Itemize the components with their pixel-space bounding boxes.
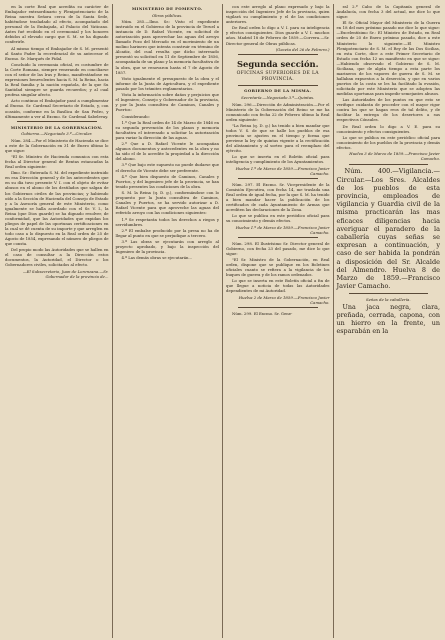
signature: Huelva 1.º de Marzo de 1859.—Francisco Javier Camacho. xyxy=(235,224,330,235)
column-3 xyxy=(222,4,330,638)
notice-body xyxy=(337,303,441,335)
paragraph: Vista la información sobre daños y perjuicios que el Ingeniero, Consejo y Gobernador de la provincia, y por la Junta consultiva de Caminos, Canales y Puertos: xyxy=(115,92,219,113)
paragraph: ral 2.º Cabo de la Capitanía general de Andalucía, con fecha 3 del actual, me dice lo que sigue: xyxy=(336,4,440,20)
paragraph: Lo que se publica en este periódico oficial para conocimiento de los pueblos de la provincia y demás efectos. xyxy=(336,134,440,151)
signature: —El Subsecretario, Juan de Lorenzana.—Sr. Gobernador de la provincia de... xyxy=(22,268,109,279)
section-subheading: Gobierno.—Negociado 3.º—Circular. xyxy=(21,131,93,137)
paragraph: 4.º Que bien dispuesto de Caminos, Canales y Puertos, y del Ingeniero jefe de la provincia, se han tenido presentes las condiciones de la obra. xyxy=(115,173,219,189)
column-1 xyxy=(5,4,109,638)
signature: Huelva 2 de Marzo de 1859.—Francisco Javier Camacho. xyxy=(238,294,330,305)
paragraph: "El Sr. Ministro de la Gobernación, en Real orden, dispone que se publique en los Boletines oficiales cuanto se refiera a la vigilancia de los buques de guerra y de los ramos ordenados. xyxy=(226,256,330,278)
paragraph: 2.º Que a D. Rafael Vicente le acompañan algunos documentos y antecedentes en la obra y no ha sido el de lo acredite la propiedad a la dirección del abono. xyxy=(115,141,219,162)
paragraph: Núm. 285.—Ilmo. Sr.: Visto el expediente instruido en el Gobierno de la provincia de Teruel a instancia de D. Rafael Vicente, en solicitud de autorización para aprovechar las aguas del arroyo llamado Pozo del Mercado en el movimiento de un molino harinero que intenta construir en término de Alcañiz, del cual resulta que dicho interesado presentó su solicitud en 11 de Septiembre de 1856, acompañada de un plano y la memoria facultativa de la obra, que se renovaron hasta el 7 de Agosto de 1857. xyxy=(115,19,219,75)
paragraph: Núm. 400.—Vigilancia.—Circular.—Los Sres. Alcaldes de los pueblos de esta provincia, empleados de vigilancia y Guardia civil de la misma practicarán las mas eficaces diligencias hacia averiguar el paradero de la caballería cuyas señas se expresan a continuación, y caso de ser habida la pondrán a disposición del Sr. Alcalde del Almendro. Huelva 8 de Marzo de 1859.—Francisco Javier Camacho. xyxy=(336,167,440,291)
paragraph: "La Reina (q. D. g.) ha tenido a bien mandar que todos V. S. de que se halle los pueblos de esa provincia se ajusten en el tiempo y forma que previene la ley de quintas vigente a la rectificación del alistamiento y al sorteo para el reemplazo del ejército. xyxy=(226,122,330,154)
divider xyxy=(349,293,429,294)
signature: Huelva 3 de Marzo de 1859.—Francisco Javier Camacho. xyxy=(349,151,440,162)
paragraph: Lo que se publica en este periódico oficial para su conocimiento y demás efectos. xyxy=(226,213,330,224)
paragraph: Al mismo tiempo el Embajador de S. M. presentó al Santo Padre la recredencial de su antecesor el Excmo. Sr. Marqués de Pidal. xyxy=(5,45,109,61)
paragraph: 1.º Que la Real orden de 14 de Marzo de 1846 en su segunda prevención de los planos y memoria facultativa el interesado a solicitar la autorización para variar la dirección de las aguas. xyxy=(115,119,219,140)
section-title: Segunda sección. xyxy=(236,59,319,70)
divider xyxy=(238,237,318,238)
paragraph: Del propio modo las Autoridades que se hallen en el caso de consultar a la Dirección estos documentos, la Autoridad, el Director o los Gobernadores civiles, solicitados al efecto. xyxy=(5,247,109,268)
divider xyxy=(349,164,429,165)
paragraph: Ilmo. Sr.: Enterada S. M. del expediente instruido en esa Dirección general y de los antecedentes que en su día tuvo presente V. I. con el objeto de evitar abusos en el abono de los destilados que salgan de los Gobiernos civiles de las provincias; y habiendo oído a la Sección de Hacienda del Consejo de Estado y a la Asesoría general de este Ministerio, como igualmente se halla acordado con el Sr. V. I., la Reina (que Dios guarde) se ha dignado resolver, de conformidad, que las Autoridades que expidan los pliegos de papel de las oportunas certificaciones en la cual se dé cuenta de su importe y que arreglen en todo caso a lo dispuesto en la Real orden de 25 de Agosto de 1854, expresando el número de pliegos de que consta. xyxy=(5,170,109,246)
source-note: (Gaceta del 26 de Febrero.) xyxy=(275,46,330,52)
paragraph: 4.ª Las demás obras se ejecutarán... xyxy=(121,255,193,261)
office-heading: GOBIERNO DE LA MISMA. xyxy=(244,88,312,94)
section-subtitle: OFICINAS SUPERIORES DE LA PROVINCIA. xyxy=(236,71,319,82)
paragraph: Núm. 299. El Excmo. Sr. Gene- xyxy=(232,310,293,316)
paragraph: Núm. 298. El Ilustrísimo Sr. Director general de Gobierno, con fecha 23 del pasado, me dice lo que sigue: xyxy=(226,240,330,256)
paragraph: Núm. 297. El Excmo. Sr. Vicepresidente de la Comisión Ejecutiva, con fecha 14, me traslada una Real orden de igual fecha, por la que S. M. ha tenido a bien mandar hacer la publicación de los certificados de cada Ayuntamiento de Armas que acrediten las declaraciones de la Zona. xyxy=(226,181,330,213)
paragraph: con este arreglo al plano expresado y bajo la inspección del Ingeniero Jefe de la provincia, quien vigilará su cumplimiento y el de las condiciones anteriores. xyxy=(226,4,330,25)
vigilance-circular xyxy=(337,167,441,290)
notice-title: Señas de la caballería. xyxy=(365,296,411,302)
divider xyxy=(17,121,97,122)
paragraph: El Sr. Oficial Mayor del Ministerio de la Guerra en 18 del mes próximo pasado me dice lo que sigue:—Excelentísimo Sr.: El Ministro de Estado, en Real orden de 25 de Enero próximo pasado, dice a este Ministerio lo siguiente:—El Ministro Plenipotenciario de S. M. el Rey de las Dos Sicilias, en esta Corte, dice a este Primer Secretario de Estado con fecha 12 un manifiesto en que se sigue:—Habiendo observado el Gobierno de S. M. Siciliana, que de algún tiempo a esta parte los marineros de los vapores de guerra de S. M. se hallaban expuestos a la deserción, y que en varios puertos de la costa se les ha facilitado la evasión, solicitado por este Ministerio que se adopten las medidas oportunas para impedir semejantes abusos. xyxy=(336,20,440,96)
column-4 xyxy=(333,4,441,638)
paragraph: Las Autoridades de los puntos en que esto se verifique cuidarán de proceder con el mayor rigor contra los que se hagan reos de tal delito, y de facilitar la entrega de los desertores a sus respectivos Cónsules. xyxy=(336,97,440,123)
ministry-heading: MINISTERIO DE FOMENTO. xyxy=(131,6,203,11)
paragraph: Concluido la ceremonia oficial, es costumbre de la Corte Romana, siempre venerando en conciliarse con el señor de las Iras y Reino, manifestándose en expresiones benevolentes hacia S. M. la Reina, hacia la Real familia y la nación española, de la que Su Santidad siempre se guarda recuerdos; y al cual profesa singular afecto. xyxy=(5,61,109,98)
ministry-heading: MINISTERIO DE LA GOBERNACION. xyxy=(10,124,103,130)
paragraph: Visto igualmente el presupuesto de la obra y el informe de la Junta de Agricultura, y el expediente pasado por los trámites reglamentarios. xyxy=(115,75,219,91)
paragraph: Acto continuo el Embajador pasó a cumplimentar al Excmo. Sr. Cardenal Secretario de Estado, y, con ocasión, conforme en la Basílica de San Pedro, y últimamente a ver al Excmo. Sr. Cardenal Sabelevay. xyxy=(5,98,109,119)
paragraph: Considerando: xyxy=(121,113,150,119)
paragraph: Núm. 284.—Por el Ministerio de Hacienda se dice a este de la Gobernación en 31 de Enero último lo que sigue: xyxy=(5,137,109,153)
divider xyxy=(238,85,318,86)
paragraph: 2.ª El embalse producido por la presa no ha de llegar al punto en que se perjudique a tercero. xyxy=(115,227,219,238)
paragraph: Núm. 296.—Dirección de Administración.—Por el Ministerio de la Gobernación del Reino se me ha comunicado con fecha 22 de Febrero último la Real orden siguiente: xyxy=(226,101,330,122)
divider xyxy=(238,307,318,308)
paragraph: 3.º Que bajo este supuesto no puede dudarse que el derecho de Vicente debe ser preferente. xyxy=(115,162,219,173)
section-subheading: Secretaría.—Negociado 3.º—Quintas. xyxy=(241,95,315,101)
paragraph: S. M. la Reina (q. D. g.), conformándose con lo propuesto por la Junta consultiva de Caminos, Canales y Puertos, se ha servido autorizar a D. Rafael Vicente para que aproveche las aguas del referido arroyo con las condiciones siguientes: xyxy=(115,190,219,216)
divider xyxy=(238,178,318,179)
paragraph: "El Sr. Ministro de Hacienda comunica con esta fecha al Director general de Rentas estancadas la Real orden siguiente: xyxy=(5,154,109,170)
paragraph: 1.ª Se respetarán todos los derechos a riegos y servidumbres. xyxy=(115,216,219,227)
signature: Huelva 1.º de Marzo de 1859.—Francisco Javier Camacho. xyxy=(235,165,330,176)
section-subheading: Obras públicas. xyxy=(152,12,183,18)
paragraph: Lo que se inserta en este Boletín oficial a fin de que llegue a noticia de todas las Autoridades dependientes de mi Autoridad. xyxy=(226,278,330,294)
paragraph: en la corte Real que acredita su carácter de Embajador extraordinario y Plenipotenciario de la Reina nuestra Señora cerca de la Santa Sede, habiéndose trasladado al efecto, acompañado del personal de la Embajada, al Palacio del Vaticano. Antes fué recibido en el ceremonial y los honores debidos al elevado cargo que S. M. se ha dignado conferirle. xyxy=(5,4,109,45)
paragraph: De Real orden lo digo a V. E. para su conocimiento y efectos consiguientes. xyxy=(336,123,440,134)
paragraph: Una jaca negra, clara, preñada, cerrada, capona, con un hierro en la frente, un esparabán en la xyxy=(336,302,440,335)
paragraph: De Real orden lo digo a V. I. para su inteligencia y efectos consiguientes. Dios guarde a V. I. muchos años. Madrid 18 de Febrero de 1859.—Corvera.—Sr. Director general de Obras públicas. xyxy=(226,25,330,46)
divider xyxy=(238,54,318,55)
paragraph: 3.ª Las obras se ejecutarán con arreglo al proyecto aprobado, y bajo la inspección del Ingeniero de la provincia. xyxy=(115,239,219,255)
paragraph: Lo que se inserta en el Boletín oficial para inteligencia y cumplimiento de los Ayuntamientos. xyxy=(226,154,330,165)
column-2 xyxy=(112,4,220,638)
